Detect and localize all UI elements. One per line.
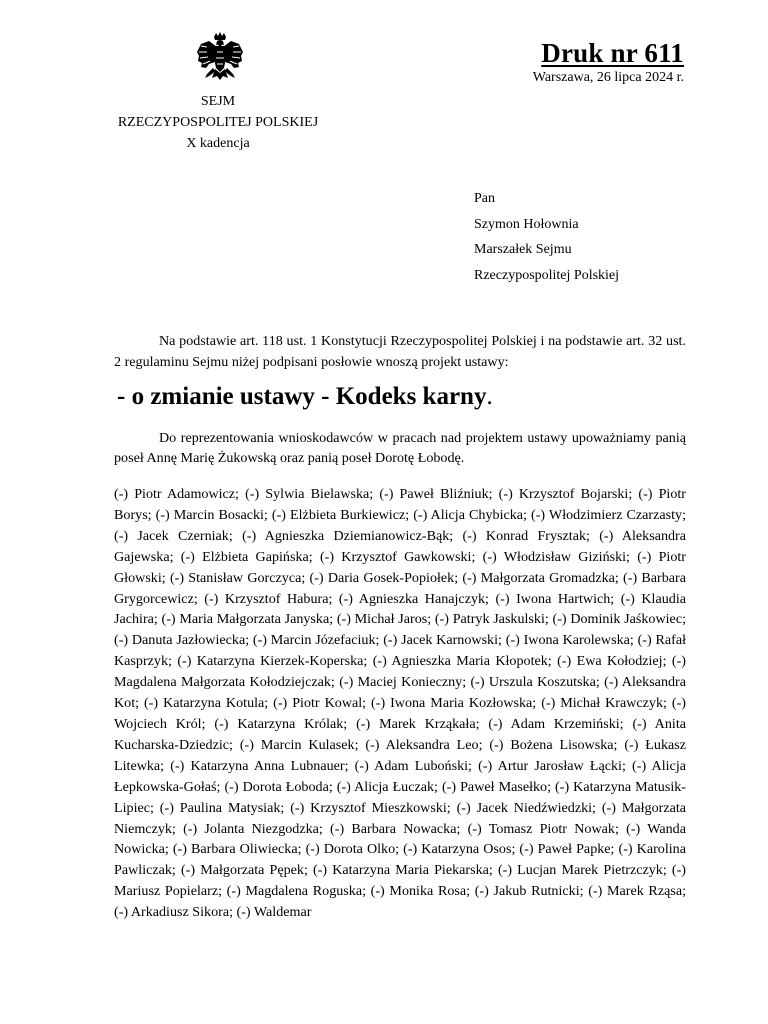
place-and-date: Warszawa, 26 lipca 2024 r. [532, 70, 684, 85]
signatories-list: (-) Piotr Adamowicz; (-) Sylwia Bielawska; (-) Paweł Bliźniuk; (-) Krzysztof Bojarski; (-) Piotr Borys; (-) Marcin Bosacki; (-) Elżbieta Burkiewicz; (-) Alicja Chybicka; (-) Włodzimierz Czarzasty; (-) Jacek Czerniak; (-) Agnieszka Dziemianowicz-Bąk; (-) Konrad Frysztak; (-) Aleksandra Gajewska; (-) Elżbieta Gapińska; (-) Krzysztof Gawkowski; (-) Włodzisław Giziński; (-) Piotr Głowski; (-) Stanisław Gorczyca; (-) Daria Gosek-Popiołek; (-) Małgorzata Gromadzka; (-) Barbara Grygorcewicz; (-) Krzysztof Habura; (-) Agnieszka Hanajczyk; (-) Iwona Hartwich; (-) Klaudia Jachira; (-) Maria Małgorzata Janyska; (-) Michał Jaros; (-) Patryk Jaskulski; (-) Dominik Jaśkowiec; (-) Danuta Jazłowiecka; (-) Marcin Józefaciuk; (-) Jacek Karnowski; (-) Iwona Karolewska; (-) Rafał Kasprzyk; (-) Katarzyna Kierzek-Koperska; (-) Agnieszka Maria Kłopotek; (-) Ewa Kołodziej; (-) Magdalena Małgorzata Kołodziejczak; (-) Maciej Konieczny; (-) Urszula Koszutska; (-) Aleksandra Kot; (-) Katarzyna Kotula; (-) Piotr Kowal; (-) Iwona Maria Kozłowska; (-) Michał Krawczyk; (-) Wojciech Król; (-) Katarzyna Królak; (-) Marek Krząkała; (-) Adam Krzemiński; (-) Anita Kucharska-Dziedzic; (-) Marcin Kulasek; (-) Aleksandra Leo; (-) Bożena Lisowska; (-) Łukasz Litewka; (-) Katarzyna Anna Lubnauer; (-) Adam Luboński; (-) Artur Jarosław Łącki; (-) Alicja Łepkowska-Gołaś; (-) Dorota Łoboda; (-) Alicja Łuczak; (-) Paweł Masełko; (-) Katarzyna Matusik-Lipiec; (-) Paulina Matysiak; (-) Krzysztof Mieszkowski; (-) Jacek Niedźwiedzki; (-) Małgorzata Niemczyk; (-) Jolanta Niezgodzka; (-) Barbara Nowacka; (-) Tomasz Piotr Nowak; (-) Wanda Nowicka; (-) Barbara Oliwiecka; (-) Dorota Olko; (-) Katarzyna Osos; (-) Paweł Papke; (-) Karolina Pawliczak; (-) Małgorzata Pępek; (-) Katarzyna Maria Piekarska; (-) Lucjan Marek Pietrzczyk; (-) Mariusz Popielarz; (-) Magdalena Roguska; (-) Monika Rosa; (-) Jakub Rutnicki; (-) Marek Rząsa; (-) Arkadiusz Sikora; (-) Waldemar [114, 486, 686, 921]
recipient-salutation: Pan [474, 191, 495, 206]
intro-paragraph: Na podstawie art. 118 ust. 1 Konstytucji Rzeczypospolitej Polskiej i na podstawie art. 32 ust. 2 regulaminu Sejmu niżej podpisani posłowie wnoszą projekt ustawy: [114, 333, 686, 370]
polish-eagle-emblem-icon [195, 32, 245, 86]
document-number: Druk nr 611 [541, 38, 684, 68]
term-label: X kadencja [186, 136, 250, 151]
bill-title-text: - o zmianie ustawy - Kodeks karny [117, 383, 487, 410]
recipient-name: Szymon Hołownia [474, 216, 579, 232]
bill-title-period: . [486, 383, 493, 410]
representation-paragraph: Do reprezentowania wnioskodawców w pracach nad projektem ustawy upoważniamy panią poseł Annę Marię Żukowską oraz panią poseł Dorotę Łobodę. [114, 430, 686, 466]
institution-country: RZECZYPOSPOLITEJ POLSKIEJ [117, 115, 319, 130]
institution-name: SEJM [200, 94, 236, 109]
recipient-country: Rzeczypospolitej Polskiej [474, 267, 620, 283]
recipient-position: Marszałek Sejmu [474, 242, 572, 257]
recipient-block [474, 186, 619, 288]
institution-header [98, 91, 338, 154]
bill-title [117, 383, 493, 411]
